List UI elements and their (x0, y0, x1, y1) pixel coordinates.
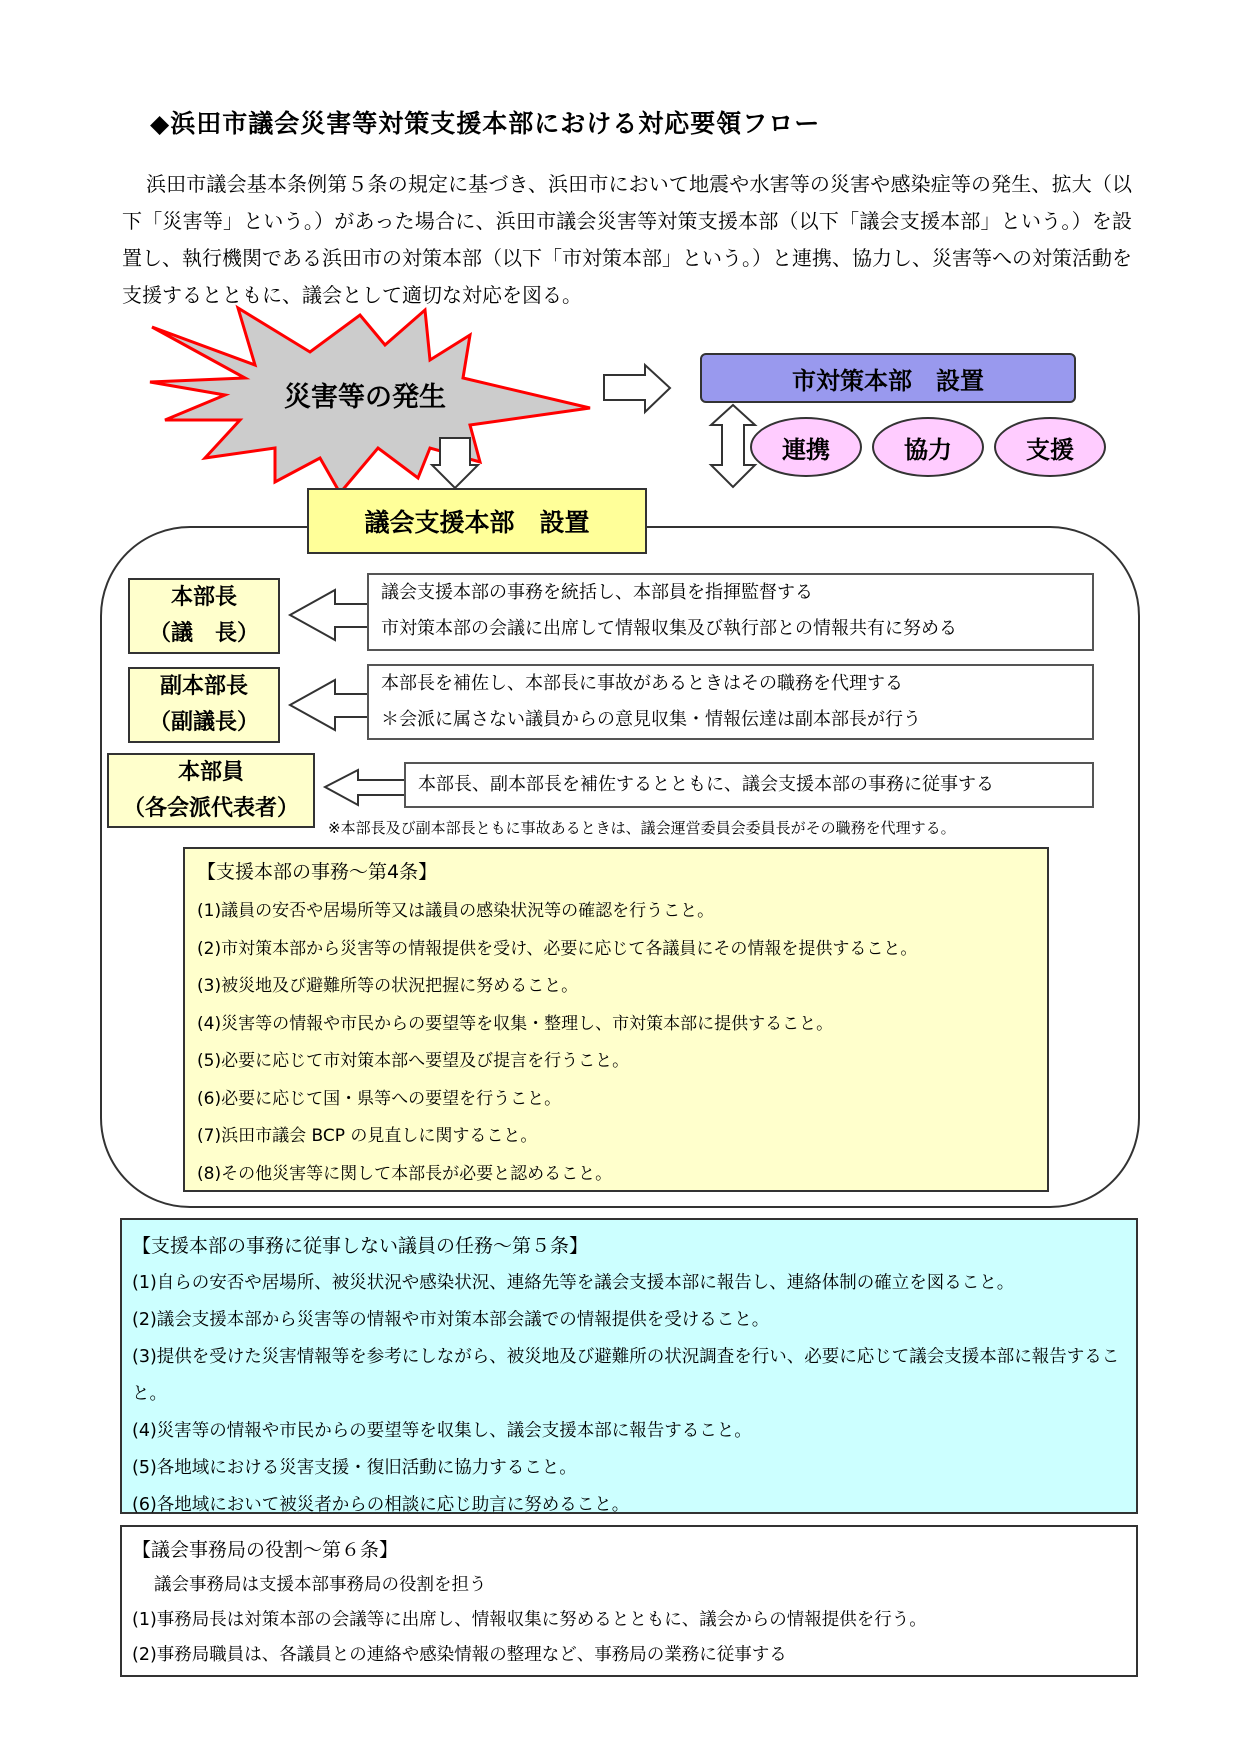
article5-item: (6)各地域において被災者からの相談に応じ助言に努めること。 (132, 1495, 630, 1515)
article4-item: (1)議員の安否や居場所等又は議員の感染状況等の確認を行うこと。 (197, 901, 715, 921)
article5-heading: 【支援本部の事務に従事しない議員の任務～第５条】 (132, 1235, 589, 1257)
article5-item: (2)議会支援本部から災害等の情報や市対策本部会議での情報提供を受けること。 (132, 1310, 770, 1330)
article5-item: (4)災害等の情報や市民からの要望等を収集し、議会支援本部に報告すること。 (132, 1421, 752, 1441)
role-sub: （副議長） (148, 710, 259, 735)
article6-lead: 議会事務局は支援本部事務局の役割を担う (154, 1575, 487, 1595)
article5-item: (3)提供を受けた災害情報等を参考にしながら、被災地及び避難所の状況調査を行い、必要に応じて議会支援本部に報告すること。 (132, 1347, 1120, 1404)
council-hq-box: 議会支援本部 設置 (307, 488, 647, 554)
double-arrow-icon (711, 405, 755, 487)
role-name: 本部長 (170, 585, 237, 610)
role-desc-line: 本部長、副本部長を補佐するとともに、議会支援本部の事務に従事する (418, 774, 994, 795)
article5-panel (120, 1218, 1138, 1514)
role-desc-line: 議会支援本部の事務を統括し、本部員を指揮監督する (381, 582, 813, 603)
article6-heading: 【議会事務局の役割～第６条】 (132, 1539, 399, 1561)
role-sub: （各会派代表者） (122, 795, 299, 821)
article4-item: (4)災害等の情報や市民からの要望等を収集・整理し、市対策本部に提供すること。 (197, 1013, 834, 1034)
article4-panel (183, 847, 1049, 1192)
role-desc-line: ＊会派に属さない議員からの意見収集・情報伝達は副本部長が行う (381, 709, 921, 730)
article6-item: (1)事務局長は対策本部の会議等に出席し、情報収集に努めるとともに、議会からの情報提供を行う。 (132, 1610, 927, 1630)
role-box-member (107, 753, 315, 828)
article4-item: (3)被災地及び避難所等の状況把握に努めること。 (197, 976, 579, 996)
role-desc-chief (367, 573, 1094, 651)
role-box-chief (128, 578, 280, 654)
oval-kyoryoku: 協力 (872, 417, 984, 477)
role-box-vice-chief (128, 667, 280, 743)
article4-item: (5)必要に応じて市対策本部へ要望及び提言を行うこと。 (197, 1051, 630, 1071)
article4-item: (8)その他災害等に関して本部長が必要と認めること。 (197, 1163, 613, 1184)
article6-panel (120, 1525, 1138, 1677)
city-hq-box: 市対策本部 設置 (700, 353, 1076, 403)
article4-heading: 【支援本部の事務～第4条】 (197, 861, 438, 883)
role-desc-line: 本部長を補佐し、本部長に事故があるときはその職務を代理する (381, 673, 903, 694)
oval-shien: 支援 (994, 417, 1106, 477)
disaster-occurrence-label: 災害等の発生 (284, 382, 446, 413)
substitute-note: ※本部長及び副本部長ともに事故あるときは、議会運営委員会委員長がその職務を代理する。 (328, 819, 956, 837)
role-name: 本部員 (177, 759, 244, 785)
article4-item: (2)市対策本部から災害等の情報提供を受け、必要に応じて各議員にその情報を提供すること。 (197, 938, 918, 959)
role-name: 副本部長 (159, 674, 248, 699)
intro-paragraph: 浜田市議会基本条例第５条の規定に基づき、浜田市において地震や水害等の災害や感染症等の発生、拡大（以下「災害等」という。）があった場合に、浜田市議会災害等対策支援本部（以下「議会支援本部」という。）を設置し、執行機関である浜田市の対策本部（以下「市対策本部」という。）と連携、協力し、災害等への対策活動を支援するとともに、議会として適切な対応を図る。 (122, 172, 1132, 307)
article4-item: (6)必要に応じて国・県等への要望を行うこと。 (197, 1088, 562, 1109)
role-desc-member (404, 762, 1094, 808)
article5-item: (1)自らの安否や居場所、被災状況や感染状況、連絡先等を議会支援本部に報告し、連絡体制の確立を図ること。 (132, 1273, 1015, 1293)
page-title: ◆浜田市議会災害等対策支援本部における対応要領フロー (150, 109, 821, 138)
article4-item: (7)浜田市議会 BCP の見直しに関すること。 (197, 1126, 538, 1146)
role-desc-vice-chief (367, 664, 1094, 740)
article6-item: (2)事務局職員は、各議員との連絡や感染情報の整理など、事務局の業務に従事する (132, 1645, 787, 1665)
oval-renkei: 連携 (750, 417, 862, 477)
article5-item: (5)各地域における災害支援・復旧活動に協力すること。 (132, 1458, 577, 1478)
right-arrow-icon (604, 365, 670, 412)
role-sub: （議 長） (148, 621, 259, 646)
role-desc-line: 市対策本部の会議に出席して情報収集及び執行部との情報共有に努める (381, 618, 957, 639)
